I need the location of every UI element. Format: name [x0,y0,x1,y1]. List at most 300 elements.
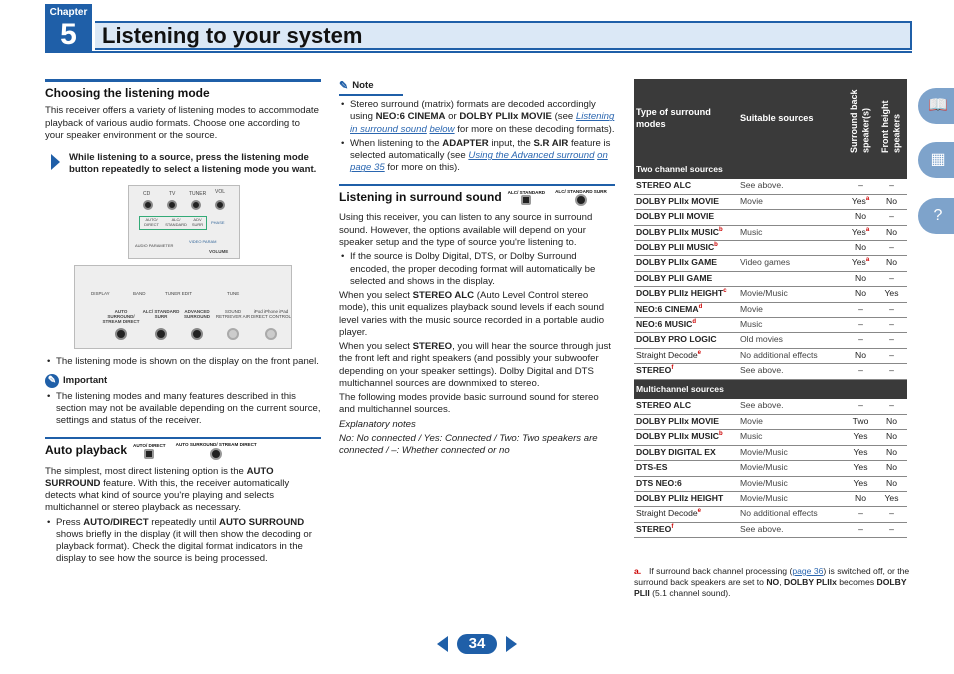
cell-mode [634,302,738,317]
cell-front-height: – [876,318,907,333]
surround-back-value: No [855,288,866,299]
cell-surround-back [845,210,876,225]
legend-text: No: No connected / Yes: Connected / Two: Two speakers are connected / –: Whether connected or no [339,433,598,457]
mode-footnote-mark: b [718,431,723,438]
mode-footnote-mark: b [714,242,718,249]
cell-surround-back [845,430,876,445]
fn-pre: If surround back channel processing ( [649,566,793,576]
cell-front-height: No [876,476,907,491]
title-bar [95,21,912,50]
auto-bullet [45,517,321,566]
table-row [634,333,907,348]
fp-label-advanced: ADVANCED SURROUND [183,308,210,319]
s-p2-bold: STEREO ALC [412,290,475,302]
table-row [634,287,907,302]
surround-back-value: Yes [853,462,868,473]
cell-surround-back [845,271,876,286]
cell-sources: See above. [738,179,845,194]
fp-label-alc: ALC/ STANDARD SURR [142,308,180,319]
pager [437,632,517,656]
panel-label-tv: TV [169,190,176,197]
panel-label-video-param: VIDEO PARAM [189,238,217,244]
cell-sources: Movie/Music [738,476,845,491]
auto-surround-button-figure [176,443,257,460]
cell-mode [634,271,738,286]
table-row [634,348,907,363]
fp-label-auto-surround: AUTO SURROUND/ STREAM DIRECT [102,308,140,324]
surround-back-value: Yes [851,195,866,206]
s-p3-pre: When you select [339,341,410,353]
section-surround-title: Listening in surround sound [339,190,502,205]
surround-bullet: • If the source is Dolby Digital, DTS, or Dolby Surround encoded, the proper decoding format will automatically be selected and shows in the display. [339,251,615,288]
panel-tv-button-icon [167,200,177,210]
mode-name: STEREO ALC [636,400,692,411]
link-page-36[interactable]: page 36 [792,566,824,576]
cell-mode [634,414,738,429]
cell-sources: Movie/Music [738,491,845,506]
cell-sources: Video games [738,256,845,271]
mode-name: DOLBY DIGITAL EX [636,446,716,457]
fp-label-tune: TUNE [227,290,240,296]
fp-label-tuner-edit: TUNER EDIT [165,290,192,296]
auto-direct-label: AUTO/ DIRECT [133,442,166,448]
mode-name: NEO:6 MUSIC [636,319,693,330]
fn-no: NO [766,577,780,587]
cell-front-height: – [876,271,907,286]
cell-mode [634,522,738,537]
cell-front-height: No [876,430,907,445]
mode-name: DOLBY PRO LOGIC [636,334,717,345]
fn-pliix: DOLBY PLIIx [784,577,837,587]
s-p2-pre: When you select [339,290,410,302]
cell-sources: Movie/Music [738,445,845,460]
cell-surround-back [845,333,876,348]
link-on[interactable]: on [597,150,608,162]
cell-sources: See above. [738,364,845,379]
mode-footnote-mark: c [723,288,727,295]
important-heading [45,374,321,388]
table-row [634,430,907,445]
mode-footnote-mark: f [671,523,674,530]
mode-footnote-mark: f [671,365,674,372]
alc-button-icon [521,195,531,205]
surround-back-value: – [858,400,863,411]
mode-name: DOLBY PLIIx MOVIE [636,195,719,206]
cell-mode [634,333,738,348]
cell-front-height: – [876,507,907,522]
n1-b1: NEO:6 CINEMA [375,111,446,123]
surround-back-value: No [855,272,866,283]
cell-front-height: No [876,194,907,209]
surround-p3 [339,341,615,390]
cell-mode [634,348,738,363]
s-p3-bold: STEREO [412,341,453,353]
link-below[interactable]: below [429,123,455,135]
auto-b1-pre: Press [56,516,81,528]
column-left [45,79,321,566]
cell-mode [634,287,738,302]
cell-mode [634,507,738,522]
n1-rest: for more on these decoding formats). [457,123,615,135]
important-list [45,391,321,428]
cell-sources: See above. [738,399,845,414]
cell-front-height: – [876,210,907,225]
alc-button-figure [508,191,545,206]
cell-surround-back [845,302,876,317]
surround-back-value: – [858,508,863,519]
cell-mode [634,476,738,491]
alc-surr-label: ALC/ STANDARD SURR [555,188,607,194]
step-arrow-icon [51,154,60,170]
cell-surround-back [845,287,876,302]
cell-front-height: – [876,241,907,256]
auto-b1-mid: repeatedly until [151,516,217,528]
fp-ipod-button-icon [265,328,277,340]
cell-mode [634,210,738,225]
front-panel-illustration [74,265,292,349]
cell-surround-back [845,179,876,194]
table-row [634,399,907,414]
table-row [634,241,907,256]
surround-back-value: – [858,523,863,534]
n2-mid2: feature is selected automatically (see [350,137,611,162]
cell-front-height: – [876,364,907,379]
header-front-height-text: Front height speakers [879,100,902,154]
fp-label-display: DISPLAY [91,290,110,296]
surround-bullet-list [339,251,615,288]
panel-label-auto-direct: AUTO/ DIRECT [144,217,159,227]
panel-label-volume: VOLUME [209,248,229,254]
cell-sources: Movie [738,194,845,209]
group-two-channel-label: Two channel sources [634,159,907,179]
mode-footnote-mark: b [718,226,723,233]
mode-name: DOLBY PLIIz HEIGHT [636,492,724,503]
page-title: Listening to your system [102,23,363,48]
n2-rest: for more on this). [387,162,460,174]
cell-surround-back [845,364,876,379]
auto-bullet-list [45,517,321,566]
link-advanced-surround[interactable]: Using the Advanced surround [468,150,595,162]
fp-advanced-button-icon [191,328,203,340]
cell-mode [634,318,738,333]
cell-front-height: – [876,302,907,317]
mode-footnote-mark: d [698,303,703,310]
auto-surround-label: AUTO SURROUND/ STREAM DIRECT [175,441,257,447]
auto-b1-rest: shows briefly in the display (it will then show the decoding or playback format). Check the digital format indicators in the display to see how the source is being processed. [56,528,312,565]
mode-name: DOLBY PLIIx MUSIC [636,431,719,442]
cell-mode [634,241,738,256]
table-header-row [634,79,907,159]
cell-mode [634,445,738,460]
cell-mode [634,179,738,194]
fn-comma: , [779,577,782,587]
panel-label-phase: PHASE [211,219,225,225]
table-row [634,445,907,460]
header-front-height [876,79,907,159]
fp-sound-retriever-button-icon [227,328,239,340]
mode-name: DOLBY PLII MOVIE [636,211,715,222]
link-page-35[interactable]: page 35 [350,162,385,174]
n1-pre: Stereo surround (matrix) formats are decoded accordingly using [350,99,596,123]
cell-surround-back [845,225,876,240]
n2-b1: ADAPTER [442,137,489,149]
auto-paragraph [45,466,321,515]
surround-back-value: Yes [853,431,868,442]
mode-name: DTS-ES [636,462,668,473]
cell-sources: No additional effects [738,507,845,522]
alc-label: ALC/ STANDARD [507,189,546,195]
surround-back-value: No [855,492,866,503]
n2-b2: S.R AIR [533,137,569,149]
panel-label-audio-param: AUDIO PARAMETER [135,242,174,248]
cell-mode [634,225,738,240]
page-number: 34 [457,634,497,654]
cell-surround-back [845,241,876,256]
surround-p1: Using this receiver, you can listen to any source in surround sound. However, the options available will depend on your speaker setup and the type of source you're listening to. [339,212,593,249]
table-row [634,414,907,429]
note-heading [339,79,615,93]
table-row [634,476,907,491]
panel-label-tuner: TUNER [189,190,207,197]
table-row [634,491,907,506]
chapter-label: Chapter [49,7,88,18]
important-label: Important [63,374,108,386]
auto-p1-rest: feature. With this, the receiver automatically detects what kind of source you're playing and selects multichannel or stereo playback as necessary. [45,477,290,514]
mode-name: Straight Decode [636,508,698,519]
note-icon: ✎ [339,80,349,92]
surround-back-value: No [855,242,866,253]
panel-mode-buttons-group [139,216,207,230]
mode-name: Straight Decode [636,349,698,360]
cell-surround-back [845,348,876,363]
mode-name: DOLBY PLIIx MOVIE [636,415,719,426]
auto-direct-button-icon [144,449,154,459]
surround-back-value: – [858,180,863,190]
book-icon[interactable]: 📖 [918,88,954,124]
n2-mid: input, the [491,137,531,149]
footnote [634,566,910,599]
link-listening-surround[interactable]: Listening in surround sound [350,111,615,135]
note-item-2 [339,138,615,175]
cell-surround-back [845,445,876,460]
cell-mode [634,194,738,209]
auto-direct-button-figure [133,444,166,459]
group-row-multichannel [634,379,907,399]
table-row [634,179,907,194]
section-auto-title-row [45,437,321,460]
chapter-badge [45,4,92,51]
cell-front-height: – [876,399,907,414]
auto-surround-button-icon [210,448,222,460]
mode-name: DOLBY PLIIx GAME [636,257,718,268]
cell-sources [738,241,845,256]
table-row [634,522,907,537]
panel-vol-button-icon [215,200,225,210]
cell-sources: See above. [738,522,845,537]
header-sources: Suitable sources [738,79,845,159]
fp-alc-button-icon [155,328,167,340]
sb-footnote-mark: a [865,257,870,264]
cell-front-height: No [876,445,907,460]
fp-auto-surround-button-icon [115,328,127,340]
fn-plii: DOLBY PLII [634,577,907,598]
panel-label-vol: VOL [215,188,226,195]
cell-surround-back [845,507,876,522]
cell-sources: Movie/Music [738,461,845,476]
s-p3-rest: , you will hear the source through just the front left and right speakers (and possibly your subwoofer depending on your speaker settings). Dolby Digital and DTS multichannel sources are downmixed to stereo. [339,341,611,389]
note-rule [339,94,403,96]
cell-sources [738,210,845,225]
mode-footnote-mark: d [692,319,697,326]
sb-footnote-mark: a [865,226,870,233]
fp-label-band: BAND [133,290,146,296]
footnote-key: a. [634,566,642,576]
cell-sources: Movie [738,302,845,317]
surround-back-value: – [858,319,863,330]
next-page-icon[interactable] [506,636,517,652]
cell-sources [738,271,845,286]
table-row [634,507,907,522]
mode-name: STEREO [636,523,672,534]
mode-footnote-mark: e [697,349,701,356]
panel-label-cd: CD [143,190,151,197]
auto-b1-bold1: AUTO/DIRECT [83,516,149,528]
header-type: Type of surround modes [634,79,738,159]
cell-surround-back [845,414,876,429]
mode-name: DOLBY PLIIz HEIGHT [636,288,724,299]
mode-footnote-mark: e [697,508,701,515]
n1-b2: DOLBY PLIIx MOVIE [459,111,552,123]
cell-surround-back [845,522,876,537]
fn-rest: (5.1 channel sound). [652,588,731,598]
group-row-two-channel [634,159,907,179]
cell-front-height: Yes [876,287,907,302]
section-surround-title-row [339,184,615,207]
n2-pre: When listening to the [350,137,440,149]
cell-mode [634,491,738,506]
cell-surround-back [845,318,876,333]
table-row [634,256,907,271]
title-rule [45,51,912,53]
note-item-1 [339,99,615,136]
section-auto-title: Auto playback [45,443,128,458]
cell-mode [634,256,738,271]
fn-becomes: becomes [839,577,875,587]
cell-sources: Movie [738,414,845,429]
cell-surround-back [845,256,876,271]
table-row [634,302,907,317]
section-choosing-title: Choosing the listening mode [45,79,321,101]
cell-mode [634,364,738,379]
surround-back-value: Yes [853,446,868,457]
cell-sources: Old movies [738,333,845,348]
note-label: Note [352,79,374,91]
panel-label-alc: ALC/ STANDARD [165,217,187,227]
mode-name: DTS NEO:6 [636,477,682,488]
surround-p2 [339,290,615,339]
group-multichannel-label: Multichannel sources [634,379,907,399]
step-instruction [45,152,321,177]
surround-back-value: Yes [851,226,866,237]
fn-mid: ) is switched off, or the surround back speakers are set to [634,566,910,587]
surround-modes-table [634,79,907,538]
surround-back-value: Yes [853,477,868,488]
cell-sources: Movie/Music [738,287,845,302]
mode-name: NEO:6 CINEMA [636,303,699,314]
fp-label-sound-retriever: SOUND RETRIEVER AIR [215,308,251,319]
auto-b1-bold2: AUTO SURROUND [219,516,305,528]
table-row [634,318,907,333]
table-row [634,194,907,209]
explanatory-notes: Explanatory notes [339,418,416,430]
surround-back-value: – [858,334,863,345]
surround-back-value: No [855,211,866,222]
cell-front-height: – [876,179,907,194]
table-row [634,210,907,225]
alc-surr-button-icon [575,194,587,206]
cell-surround-back [845,461,876,476]
cell-front-height: – [876,333,907,348]
sb-footnote-mark: a [865,196,870,203]
bullet-display: • The listening mode is shown on the display on the front panel. [45,356,321,368]
table-row [634,225,907,240]
panel-cd-button-icon [143,200,153,210]
header-surround-back [845,79,876,159]
cell-surround-back [845,476,876,491]
cell-mode [634,461,738,476]
surround-back-value: No [855,349,866,360]
cell-surround-back [845,399,876,414]
cell-front-height: No [876,256,907,271]
surround-back-value: – [858,303,863,314]
display-bullet-list [45,356,321,368]
cell-mode [634,430,738,445]
auto-p1: The simplest, most direct listening option is the [45,465,244,477]
cell-front-height: – [876,522,907,537]
cell-mode [634,399,738,414]
auto-p1-bold: AUTO SURROUND [45,465,274,489]
chapter-number: 5 [60,17,77,51]
panel-label-adv: ADV SURR [191,217,204,227]
column-middle [339,79,615,458]
mode-name: DOLBY PLII MUSIC [636,242,715,253]
header-surround-back-text: Surround back speaker(s) [848,89,871,154]
cell-front-height: No [876,414,907,429]
choosing-intro: This receiver offers a variety of listening modes to accommodate playback of various audio formats. Choose one according to your speaker environment or the source. [45,105,319,141]
alc-surr-button-figure [555,190,607,207]
table-row [634,364,907,379]
mode-name: STEREO ALC [636,180,692,190]
important-text: • The listening modes and many features described in this section may not be available depending on the current source, settings and status of the receiver. [45,391,321,428]
table-row [634,461,907,476]
previous-page-icon[interactable] [437,636,448,652]
help-icon[interactable]: ? [918,198,954,234]
remote-icon[interactable]: ▦ [918,142,954,178]
surround-back-value: – [858,365,863,376]
s-p2-rest: (Auto Level Control stereo mode), this unit equalizes playback sound levels if each sound level varies with the music source recorded in a portable audio player. [339,290,605,338]
step-text: While listening to a source, press the listening mode button repeatedly to select a listening mode you want. [69,152,317,176]
cell-sources: No additional effects [738,348,845,363]
cell-surround-back [845,194,876,209]
important-icon: ✎ [45,374,59,388]
cell-sources: Music [738,318,845,333]
panel-tuner-button-icon [191,200,201,210]
cell-front-height: No [876,461,907,476]
cell-sources: Music [738,225,845,240]
n1-or: or [448,111,457,123]
note-list [339,99,615,175]
surround-back-value: Two [852,415,869,426]
